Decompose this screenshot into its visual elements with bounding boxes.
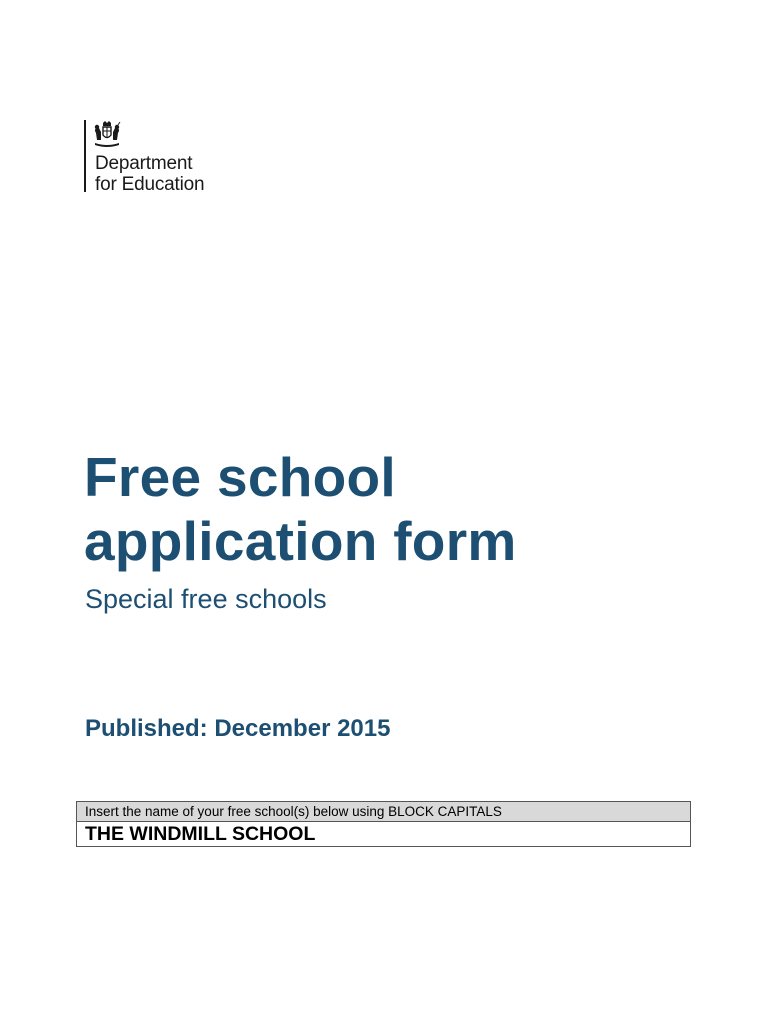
title-line-2: application form	[84, 510, 517, 572]
school-name-label: Insert the name of your free school(s) below using BLOCK CAPITALS	[77, 802, 690, 822]
dfe-wordmark	[95, 153, 204, 195]
logo-line-department: Department	[95, 153, 193, 174]
document-title	[84, 445, 517, 573]
school-name-box	[76, 801, 691, 847]
school-name-field[interactable]: THE WINDMILL SCHOOL	[85, 823, 316, 845]
document-subtitle: Special free schools	[85, 584, 327, 614]
royal-coat-of-arms-icon	[92, 120, 122, 148]
logo-line-for-education: for Education	[95, 174, 205, 195]
title-line-1: Free school	[84, 446, 397, 508]
dfe-logo	[84, 120, 205, 195]
published-date: Published: December 2015	[85, 715, 391, 742]
